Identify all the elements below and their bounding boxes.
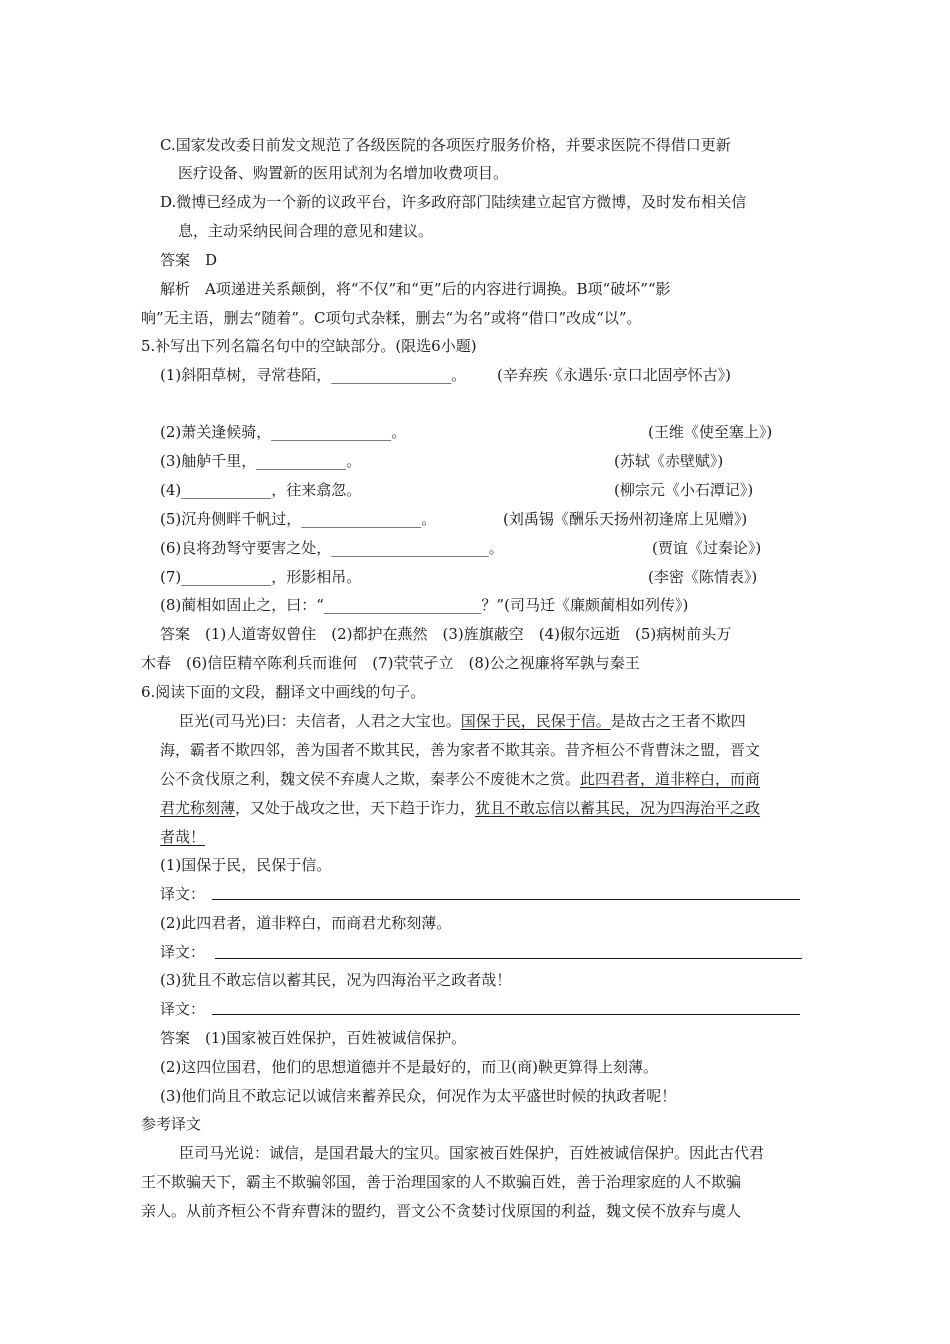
passage-text: ，又处于战攻之世，天下趋于诈力， <box>235 799 476 817</box>
sentence-2: (2)此四君者，道非粹白，而商君尤称刻薄。 <box>160 914 452 932</box>
q5-answer-line-1: 答案 (1)人道寄奴曾住 (2)都护在燕然 (3)旌旗蔽空 (4)俶尔远逝 (5)病树前头万 <box>160 625 732 643</box>
q4-answer: 答案 D <box>160 251 218 269</box>
q6-answer-line-1: 答案 (1)国家被百姓保护，百姓被诚信保护。 <box>160 1029 467 1047</box>
reference-translation-line-3: 亲人。从前齐桓公不背弃曹沫的盟约，晋文公不贪婪讨伐原国的利益，魏文侯不放弃与虞人 <box>141 1202 742 1220</box>
q6-answer-line-2: (2)这四位国君，他们的思想道德并不是最好的，而卫(商)鞅更算得上刻薄。 <box>160 1058 658 1076</box>
reference-translation-line-2: 王不欺骗天下，霸主不欺骗邻国，善于治理国家的人不欺骗百姓，善于治理家庭的人不欺骗 <box>141 1173 742 1191</box>
q5-item-6-source: (贾谊《过秦论》) <box>652 539 762 557</box>
translation-answer-line-1[interactable] <box>212 899 800 900</box>
option-d-line-2: 息，主动采纳民间合理的意见和建议。 <box>178 222 434 240</box>
q4-analysis-line-1: 解析 A项递进关系颠倒，将“不仅”和“更”后的内容进行调换。B项“破坏”“影 <box>160 280 671 298</box>
sentence-1: (1)国保于民，民保于信。 <box>160 856 332 874</box>
reference-translation-title: 参考译文 <box>141 1115 202 1133</box>
q5-title: 5.补写出下列名篇名句中的空缺部分。(限选6小题) <box>141 337 477 355</box>
passage-text: 臣光(司马光)曰：夫信者，人君之大宝也。 <box>179 712 461 730</box>
sentence-3: (3)犹且不敢忘信以蓄其民，况为四海治平之政者哉！ <box>160 971 512 989</box>
translation-label-1: 译文： <box>160 885 206 903</box>
passage-text: 是故古之王者不欺四 <box>610 712 746 730</box>
q5-item-5-source: (刘禹锡《酬乐天扬州初逢席上见赠》) <box>503 510 748 528</box>
passage-line-4 <box>160 798 760 818</box>
q5-item-3-source: (苏轼《赤壁赋》) <box>614 452 724 470</box>
q6-answer-line-3: (3)他们尚且不敢忘记以诚信来蓄养民众，何况作为太平盛世时候的执政者呢！ <box>160 1087 677 1105</box>
passage-line-1 <box>179 711 746 731</box>
passage-line-2: 海，霸者不欺四邻，善为国者不欺其民，善为家者不欺其亲。昔齐桓公不背曹沫之盟，晋文 <box>160 741 761 759</box>
underlined-sentence-1: 国保于民，民保于信。 <box>460 712 611 730</box>
option-d-line-1: D.微博已经成为一个新的议政平台，许多政府部门陆续建立起官方微博，及时发布相关信 <box>160 193 747 211</box>
q5-item-5: (5)沉舟侧畔千帆过，________________。 <box>160 510 437 528</box>
passage-line-5 <box>160 827 205 847</box>
translation-label-2: 译文： <box>160 943 206 961</box>
q5-item-4: (4)____________，往来翕忽。 <box>160 481 362 499</box>
q5-item-6: (6)良将劲弩守要害之处，_____________________。 <box>160 539 504 557</box>
q6-title: 6.阅读下面的文段，翻译文中画线的句子。 <box>141 683 426 701</box>
q5-item-7-source: (李密《陈情表》) <box>648 568 758 586</box>
passage-line-3 <box>160 769 760 789</box>
reference-translation-line-1: 臣司马光说：诚信，是国君最大的宝贝。国家被百姓保护，百姓被诚信保护。因此古代君 <box>179 1144 765 1162</box>
underlined-sentence-3: 犹且不敢忘信以蓄其民，况为四海治平之政 <box>475 799 761 817</box>
q5-item-2: (2)萧关逢候骑，________________。 <box>160 423 407 441</box>
q4-analysis-line-2: 响”无主语，删去“随着”。C项句式杂糅，删去“为名”或将“借口”改成“以”。 <box>141 309 642 327</box>
passage-text: 公不贪伐原之利，魏文侯不弃虞人之欺，秦孝公不废徙木之赏。 <box>160 770 581 788</box>
q5-item-8: (8)蔺相如固止之，曰：“_____________________？”(司马迁《廉颇蔺相如列传》) <box>160 596 689 614</box>
q5-item-1: (1)斜阳草树，寻常巷陌，________________。 <box>160 366 467 384</box>
underlined-sentence-2-end: 君尤称刻薄 <box>160 799 236 817</box>
underlined-sentence-2: 此四君者，道非粹白，而商 <box>580 770 761 788</box>
q5-item-7: (7)____________，形影相吊。 <box>160 568 362 586</box>
q5-item-2-source: (王维《使至塞上》) <box>648 423 773 441</box>
q5-item-1-source: (辛弃疾《永遇乐·京口北固亭怀古》) <box>497 366 731 384</box>
option-c-line-2: 医疗设备、购置新的医用试剂为名增加收费项目。 <box>178 164 509 182</box>
q5-answer-line-2: 木春 (6)信臣精卒陈利兵而谁何 (7)茕茕孑立 (8)公之视廉将军孰与秦王 <box>141 654 640 672</box>
q5-item-3: (3)舳舻千里，____________。 <box>160 452 362 470</box>
translation-answer-line-3[interactable] <box>212 1014 800 1015</box>
option-c-line-1: C.国家发改委日前发文规范了各级医院的各项医疗服务价格，并要求医院不得借口更新 <box>160 136 731 154</box>
underlined-sentence-3-end: 者哉！ <box>160 828 206 846</box>
translation-answer-line-2[interactable] <box>215 958 802 959</box>
q5-item-4-source: (柳宗元《小石潭记》) <box>614 481 754 499</box>
translation-label-3: 译文： <box>160 1000 206 1018</box>
